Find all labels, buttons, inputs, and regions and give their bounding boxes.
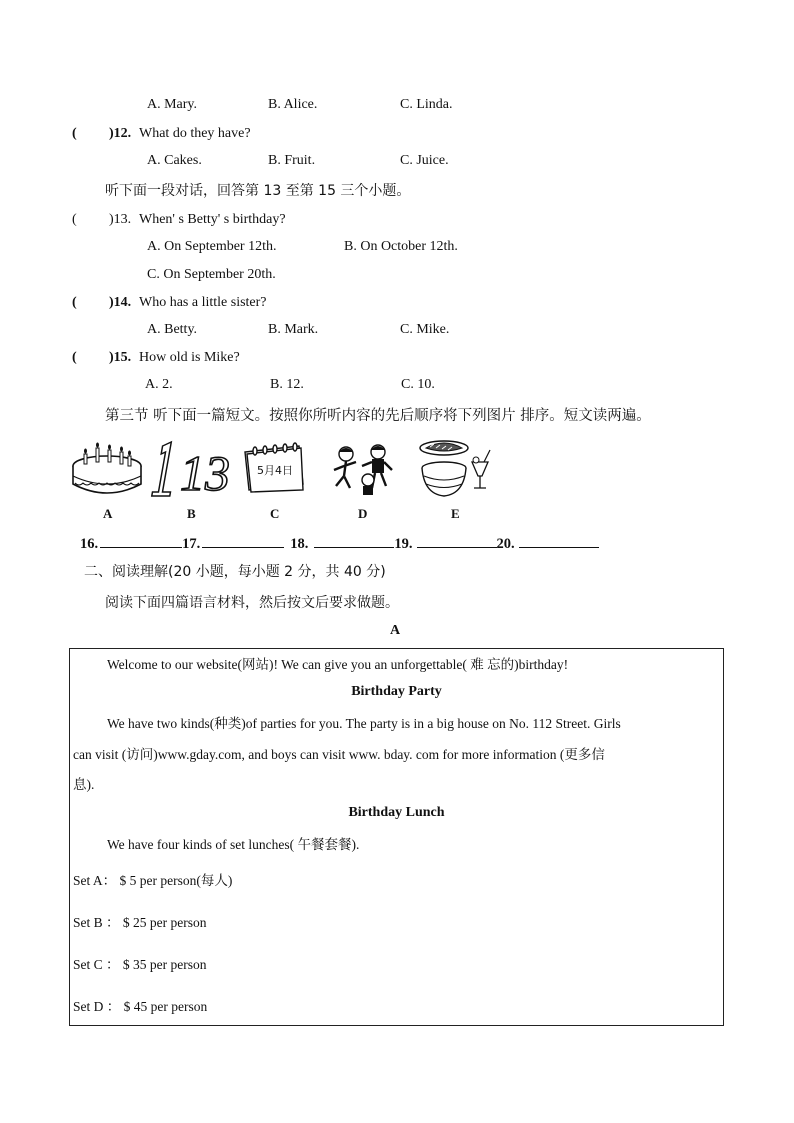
q13-option-c: C. On September 20th. (147, 267, 276, 282)
q14-option-a: A. Betty. (147, 322, 198, 337)
q15-option-c: C. 10. (401, 377, 435, 392)
passage-a-para1-line2: can visit (访问)www.gday.com, and boys can visit www. bday. com for more information (更多信 (73, 747, 605, 762)
q14-option-b: B. Mark. (268, 322, 319, 337)
number-13-picture (160, 438, 230, 501)
q11-option-c: C. Linda. (400, 97, 453, 112)
passage-a-para2: We have four kinds of set lunches( 午餐套餐). (107, 837, 360, 852)
birthday-lunch-heading: Birthday Lunch (348, 805, 445, 820)
q14-number: )14. (109, 295, 132, 310)
answer-blanks-row (80, 533, 599, 553)
q13-option-a: A. On September 12th. (147, 239, 277, 254)
food-and-drink-picture (416, 436, 494, 500)
dialog-intro: 听下面一段对话，回答第 13 至第 15 三个小题。 (105, 183, 411, 199)
set-a-price: Set A： $ 5 per person(每人) (73, 873, 233, 888)
q15-option-b: B. 12. (270, 377, 304, 392)
q13-paren-open: ( (72, 212, 77, 227)
calendar-picture (243, 440, 305, 498)
q12-number: )12. (109, 126, 132, 141)
q12-option-a: A. Cakes. (147, 153, 202, 168)
passage-a-box (69, 648, 724, 1026)
q15-number: )15. (109, 350, 132, 365)
q12-option-c: C. Juice. (400, 153, 449, 168)
children-playing-picture (328, 440, 398, 500)
answer-20-blank[interactable] (519, 533, 599, 548)
passage-a-para1-line1: We have two kinds(种类)of parties for you. The party is in a big house on No. 112 Street. Girls (107, 716, 621, 731)
q15-text: How old is Mike? (139, 350, 240, 365)
section3-instructions: 第三节 听下面一篇短文。按照你所听内容的先后顺序将下列图片 排序。短文读两遍。 (105, 408, 651, 424)
part2-title: 二、阅读理解(20 小题，每小题 2 分，共 40 分) (84, 564, 386, 580)
answer-18-blank[interactable] (314, 533, 394, 548)
q11-option-a: A. Mary. (147, 97, 198, 112)
q13-text: When' s Betty' s birthday? (139, 212, 286, 227)
answer-19-label: 19. (394, 536, 413, 552)
picture-label-b: B (187, 506, 196, 521)
answer-17-label: 17. (182, 536, 201, 552)
birthday-party-heading: Birthday Party (351, 684, 442, 699)
q12-text: What do they have? (139, 126, 251, 141)
set-b-price: Set B ： $ 25 per person (73, 915, 207, 930)
answer-16-label: 16. (80, 536, 99, 552)
answer-20-label: 20. (496, 536, 515, 552)
passage-a-para1-line3: 息). (73, 777, 95, 792)
q13-option-b: B. On October 12th. (344, 239, 458, 254)
calendar-date-text: 5月4日 (257, 464, 293, 477)
q12-paren-open: ( (72, 126, 77, 141)
q15-paren-open: ( (72, 350, 77, 365)
passage-a-welcome: Welcome to our website(网站)! We can give you an unforgettable( 难 忘的)birthday! (107, 657, 569, 672)
q14-paren-open: ( (72, 295, 77, 310)
birthday-cake-picture (70, 438, 144, 500)
number-13-text: 13 (180, 445, 230, 501)
set-d-price: Set D ： $ 45 per person (73, 999, 208, 1014)
q15-option-a: A. 2. (145, 377, 173, 392)
picture-label-e: E (451, 506, 460, 521)
q14-text: Who has a little sister? (139, 295, 267, 310)
part2-instructions: 阅读下面四篇语言材料，然后按文后要求做题。 (105, 595, 399, 611)
answer-17-blank[interactable] (202, 533, 284, 548)
picture-label-c: C (270, 506, 280, 521)
q14-option-c: C. Mike. (400, 322, 450, 337)
answer-19-blank[interactable] (417, 533, 497, 548)
q13-number: )13. (109, 212, 132, 227)
answer-16-blank[interactable] (100, 533, 182, 548)
set-c-price: Set C ： $ 35 per person (73, 957, 207, 972)
q11-option-b: B. Alice. (268, 97, 318, 112)
q12-option-b: B. Fruit. (268, 153, 316, 168)
picture-label-d: D (358, 506, 368, 521)
answer-18-label: 18. (290, 536, 309, 552)
picture-label-a: A (103, 506, 113, 521)
passage-a-label: A (390, 623, 401, 638)
